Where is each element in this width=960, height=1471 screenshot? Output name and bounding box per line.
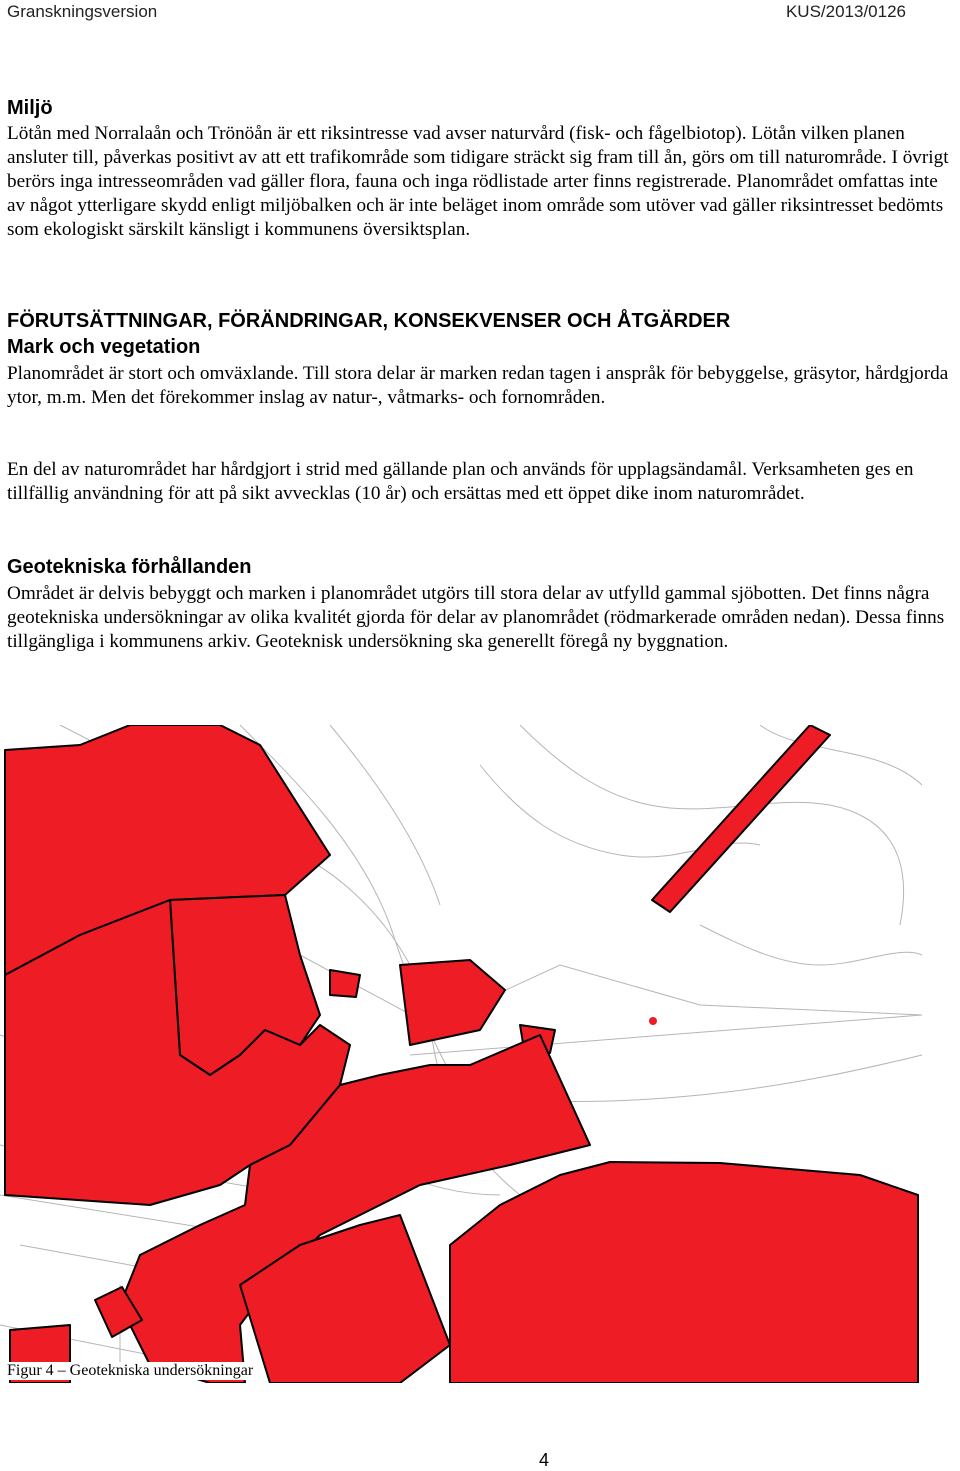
- header-version: Granskningsversion: [7, 2, 158, 21]
- heading-geoteknik: Geotekniska förhållanden: [7, 556, 252, 578]
- paragraph-mark-1: Planområdet är stort och omväxlande. Till stora delar är marken redan tagen i anspråk för bebyggelse, gräsytor, hårdgjorda ytor, m.m. Men det förekommer inslag av natur-, våtmarks- och fornområden.: [7, 363, 949, 408]
- heading-mark-och-vegetation: Mark och vegetation: [7, 336, 201, 358]
- area-middle-east: [400, 960, 505, 1045]
- figure-caption: Figur 4 – Geotekniska undersökningar: [7, 1362, 257, 1380]
- geotechnical-areas: [5, 725, 918, 1383]
- heading-miljo: Miljö: [7, 97, 53, 119]
- header-reference: KUS/2013/0126: [785, 2, 906, 21]
- heading-forutsattningar: FÖRUTSÄTTNINGAR, FÖRÄNDRINGAR, KONSEKVENSER OCH ÅTGÄRDER: [7, 310, 731, 332]
- paragraph-geoteknik: Området är delvis bebyggt och marken i planområdet utgörs till stora delar av utfylld gammal sjöbotten. Det finns några geotekniska undersökningar av olika kvalitét gjorda för delar av planområdet (rödmarkerade områden nedan). Dessa finns tillgängliga i kommunens arkiv. Geoteknisk undersökning ska generellt föregå ny byggnation.: [7, 583, 945, 652]
- paragraph-miljo: Lötån med Norralaån och Trönöån är ett riksintresse vad avser naturvård (fisk- och fågelbiotop). Lötån vilken planen ansluter till, påverkas positivt av att ett trafikområde som tidigare sträckt sig fram till ån, görs om till naturområde. I övrigt berörs inga intresseområden vad gäller flora, fauna och inga rödlistade arter finns registrerade. Planområdet omfattas inte av något ytterligare skydd enligt miljöbalken och är inte beläget inom område som utöver vad gäller riksintresset bedömts som ekologiskt särskilt känsligt i kommunens översiktsplan.: [7, 123, 949, 240]
- area-diagonal-strip: [652, 725, 830, 912]
- paragraph-mark-2: En del av naturområdet har hårdgjort i strid med gällande plan och används för upplagsändamål. Verksamheten ges en tillfällig användning för att på sikt avvecklas (10 år) och ersättas med ett öppet dike inom naturområdet.: [7, 459, 914, 504]
- map-point-marker: [649, 1017, 657, 1025]
- area-southeast-large: [450, 1162, 918, 1383]
- area-small-square: [330, 970, 360, 997]
- page-header: [0, 0, 960, 24]
- page-number: 4: [538, 1450, 549, 1470]
- geotechnical-map: [0, 725, 922, 1383]
